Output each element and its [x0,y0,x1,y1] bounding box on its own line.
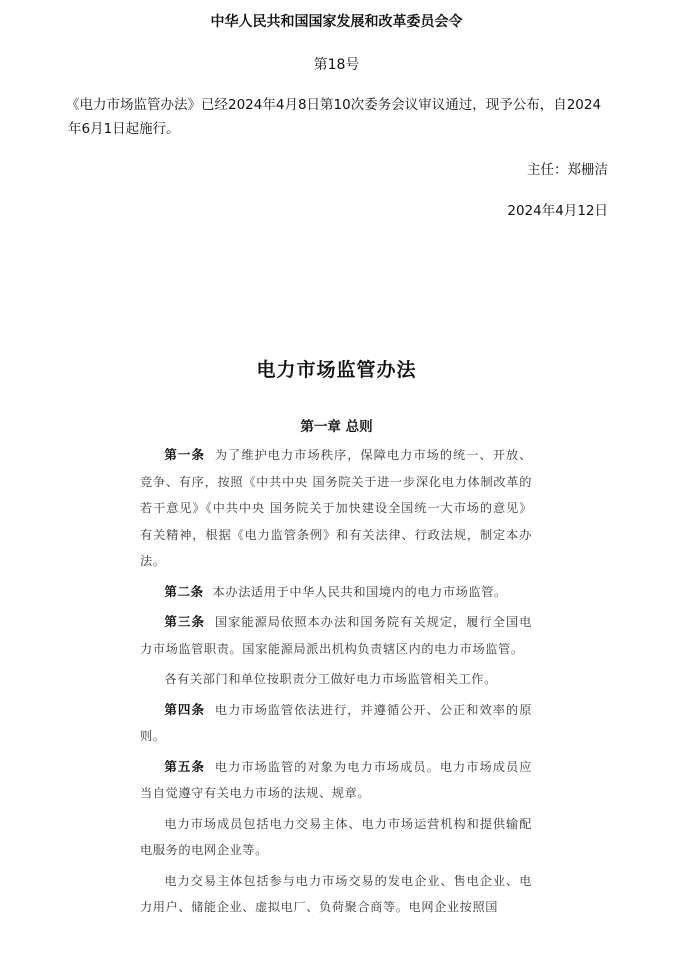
article-text: 电力市场监管的对象为电力市场成员。电力市场成员应当自觉遵守有关电力市场的法规、规章。 [140,759,532,800]
document-body [140,442,532,925]
article-number: 第一条 [164,447,206,462]
article-text: 为了维护电力市场秩序，保障电力市场的统一、开放、竞争、有序，按照《中共中央 国务院关于进一步深化电力体制改革的若干意见》《中共中央 国务院关于加快建设全国统一大市场的意见》有关精神，根据《电力监管条例》和有关法律、行政法规，制定本办法。 [140,448,532,568]
body-paragraph [140,666,532,693]
body-paragraph [140,868,532,921]
article-paragraph [140,754,532,807]
article-text: 本办法适用于中华人民共和国境内的电力市场监管。 [212,584,507,599]
article-paragraph [140,442,532,575]
article-text: 电力市场监管依法进行，并遵循公开、公正和效率的原则。 [140,702,532,743]
article-number: 第四条 [164,701,206,717]
article-paragraph [140,609,532,662]
article-number: 第二条 [164,583,204,599]
article-text: 国家能源局依照本办法和国务院有关规定，履行全国电力市场监管职责。国家能源局派出机构负责辖区内的电力市场监管。 [140,615,532,656]
signer: 主任：郑栅洁 [527,162,608,178]
order-number: 第18号 [313,57,360,73]
paragraph-text: 电力市场成员包括电力交易主体、电力市场运营机构和提供输配电服务的电网企业等。 [140,816,532,857]
article-paragraph [140,697,532,750]
announcement-text: 《电力市场监管办法》已经2024年4月8日第10次委务会议审议通过，现予公布，自2024年6月1日起施行。 [66,97,602,137]
order-title: 中华人民共和国国家发展和改革委员会令 [210,14,463,30]
document-title: 电力市场监管办法 [256,359,417,381]
paragraph-text: 各有关部门和单位按职责分工做好电力市场监管相关工作。 [164,672,497,686]
body-paragraph [140,811,532,864]
issue-date: 2024年4月12日 [507,203,608,219]
article-paragraph [140,579,532,606]
article-number: 第五条 [164,758,206,774]
paragraph-text: 电力交易主体包括参与电力市场交易的发电企业、售电企业、电力用户、储能企业、虚拟电厂、负荷聚合商等。电网企业按照国 [140,873,532,914]
article-number: 第三条 [164,614,206,629]
chapter-heading: 第一章 总则 [300,419,373,435]
